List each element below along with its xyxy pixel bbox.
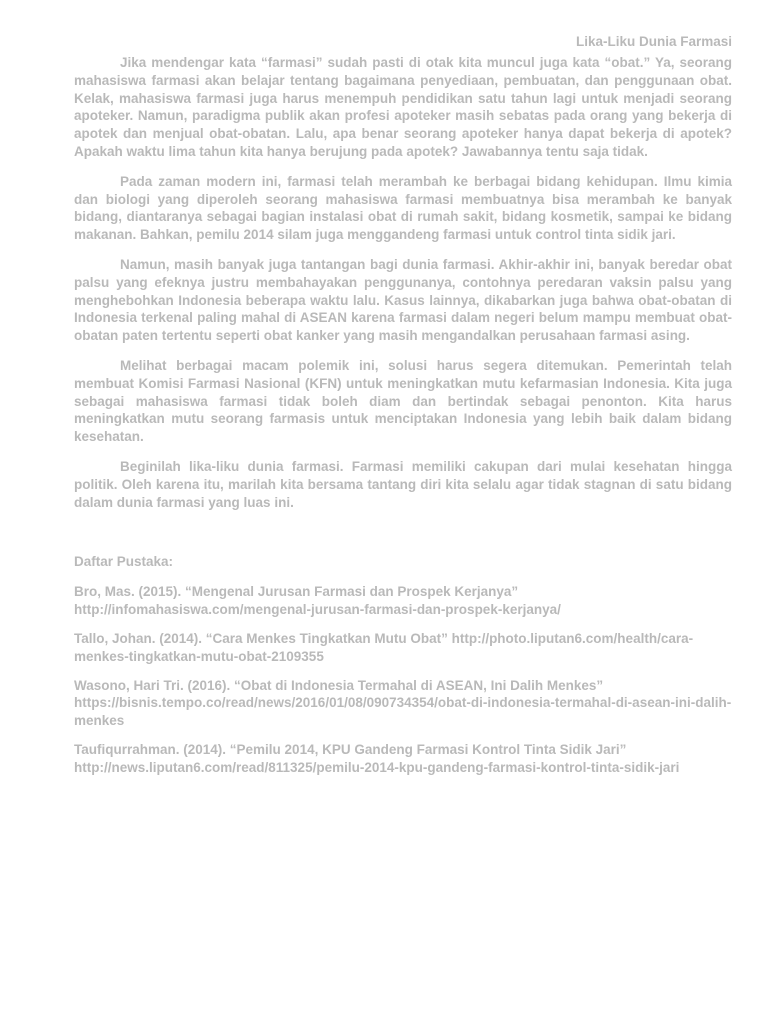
reference-item: Wasono, Hari Tri. (2016). “Obat di Indonesia Termahal di ASEAN, Ini Dalih Menkes” https://bisnis.tempo.co/read/news/2016/01/08/090734354/obat-di-indonesia-termahal-di-asean-ini-dalih-menkes xyxy=(74,677,732,729)
document-page xyxy=(74,33,732,788)
paragraph-2: Pada zaman modern ini, farmasi telah merambah ke berbagai bidang kehidupan. Ilmu kimia dan biologi yang diperoleh seorang mahasiswa farmasi membuatnya bisa merambah ke banyak bidang, diantaranya sebagai bagian instalasi obat di rumah sakit, bidang kosmetik, sampai ke bidang makanan. Bahkan, pemilu 2014 silam juga menggandeng farmasi untuk control tinta sidik jari. xyxy=(74,173,732,243)
reference-item: Bro, Mas. (2015). “Mengenal Jurusan Farmasi dan Prospek Kerjanya” http://infomahasiswa.com/mengenal-jurusan-farmasi-dan-prospek-kerjanya/ xyxy=(74,584,561,618)
paragraph-5: Beginilah lika-liku dunia farmasi. Farmasi memiliki cakupan dari mulai kesehatan hingga politik. Oleh karena itu, marilah kita bersama tantang diri kita selalu agar tidak stagnan di satu bidang dalam dunia farmasi yang luas ini. xyxy=(74,458,732,510)
reference-item: Tallo, Johan. (2014). “Cara Menkes Tingkatkan Mutu Obat” http://photo.liputan6.com/health/cara-menkes-tingkatkan-mutu-obat-2109355 xyxy=(74,630,694,664)
paragraph-1: Jika mendengar kata “farmasi” sudah pasti di otak kita muncul juga kata “obat.” Ya, seorang mahasiswa farmasi akan belajar tentang bagaimana penyediaan, pembuatan, dan penggunaan obat. Kelak, mahasiswa farmasi juga harus menempuh pendidikan satu tahun lagi untuk menjadi seorang apoteker. Namun, paradigma publik akan profesi apoteker masih sebatas pada orang yang bekerja di apotek dan menjual obat-obatan. Lalu, apa benar seorang apoteker hanya dapat bekerja di apotek? Apakah waktu lima tahun kita hanya berujung pada apotek? Jawabannya tentu saja tidak. xyxy=(74,55,732,159)
paragraph-4: Melihat berbagai macam polemik ini, solusi harus segera ditemukan. Pemerintah telah membuat Komisi Farmasi Nasional (KFN) untuk meningkatkan mutu kefarmasian Indonesia. Kita juga sebagai mahasiswa farmasi tidak boleh diam dan bertindak sebagai penonton. Kita harus meningkatkan mutu seorang farmasis untuk menciptakan Indonesia yang lebih baik dalam bidang kesehatan. xyxy=(74,357,732,445)
paragraph-3: Namun, masih banyak juga tantangan bagi dunia farmasi. Akhir-akhir ini, banyak beredar obat palsu yang efeknya justru membahayakan penggunanya, contohnya peredaran vaksin palsu yang menghebohkan Indonesia beberapa waktu lalu. Kasus lainnya, dikabarkan juga bahwa obat-obatan di Indonesia terkenal paling mahal di ASEAN karena farmasi dalam negeri belum mampu membuat obat-obatan paten tertentu seperti obat kanker yang masih mengandalkan perusahaan farmasi asing. xyxy=(74,256,732,344)
reference-item: Taufiqurrahman. (2014). “Pemilu 2014, KPU Gandeng Farmasi Kontrol Tinta Sidik Jari” http://news.liputan6.com/read/811325/pemilu-2014-kpu-gandeng-farmasi-kontrol-tinta-sidik-jari xyxy=(74,741,680,775)
running-header-title: Lika-Liku Dunia Farmasi xyxy=(575,34,732,49)
references-heading: Daftar Pustaka: xyxy=(74,554,174,570)
